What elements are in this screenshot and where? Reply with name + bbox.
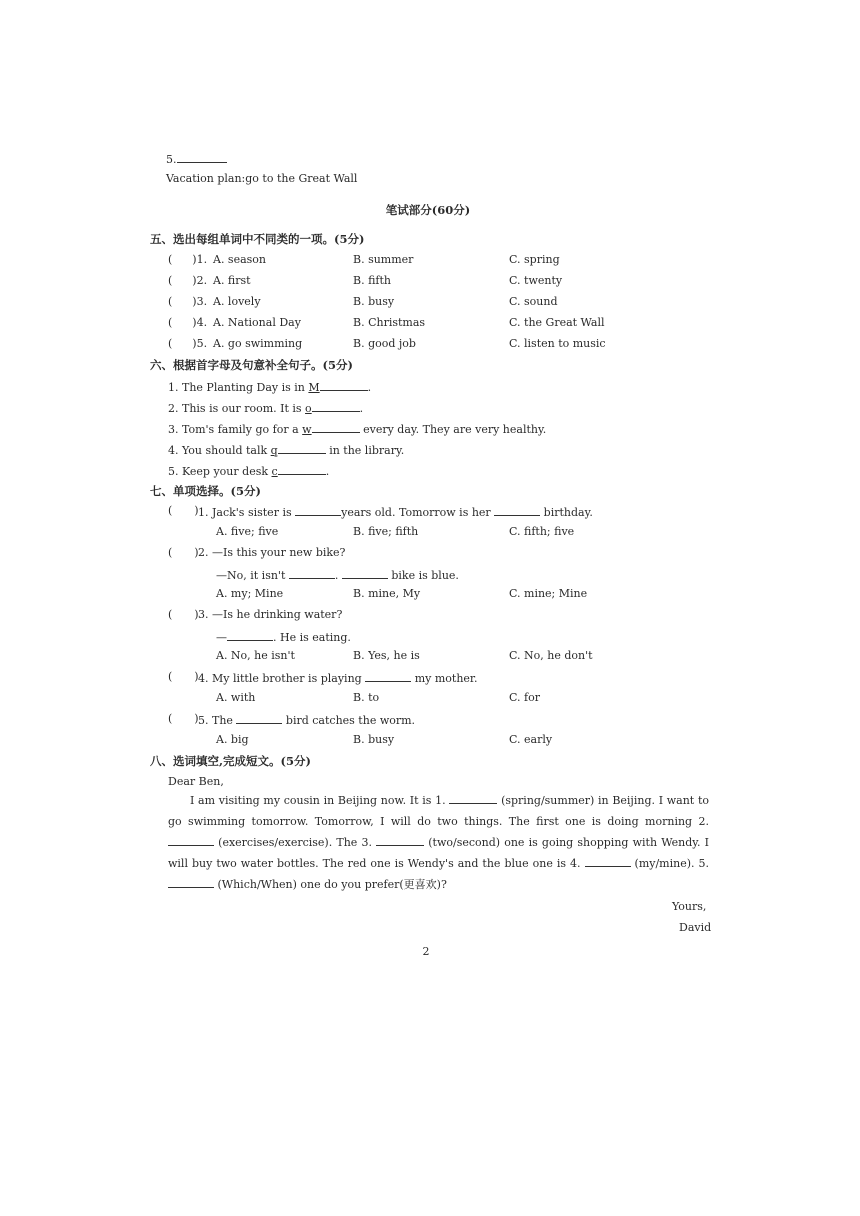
option-c: C. spring [509,253,560,266]
answer-blank[interactable] [449,792,497,804]
page-number: 2 [422,945,430,958]
option-b: B. fifth [353,274,391,287]
answer-blank[interactable] [168,876,214,888]
option-b: B. to [353,691,380,704]
answer-blank[interactable] [320,379,368,391]
answer-blank[interactable] [289,567,335,579]
section6-title: 六、根据首字母及句意补全句子。(5分) [150,358,353,372]
section5-title: 五、选出每组单词中不同类的一项。(5分) [150,232,365,246]
answer-blank[interactable] [278,442,326,454]
option-a: A. big [216,733,249,746]
section7-q3-line2: — . He is eating. [216,631,351,644]
option-a: A. my; Mine [216,587,284,600]
option-a: A. go swimming [213,337,303,350]
section7-q1: 1. Jack's sister is years old. Tomorrow is her birthday. [198,506,593,519]
option-b: B. summer [353,253,414,266]
option-c: C. twenty [509,274,563,287]
answer-blank[interactable] [585,855,631,867]
answer-blank[interactable] [278,463,326,475]
answer-blank[interactable] [342,567,388,579]
section6-item-2: 2. This is our room. It is o . [168,402,364,415]
option-b: B. busy [353,733,395,746]
answer-paren[interactable]: ( )2. [168,274,208,287]
answer-paren[interactable]: ( ) [168,608,199,621]
option-c: C. the Great Wall [509,316,605,329]
option-a: A. National Day [213,316,301,329]
section7-q3-line1: 3. —Is he drinking water? [198,608,343,621]
section7-title: 七、单项选择。(5分) [150,484,261,498]
option-a: A. No, he isn't [216,649,295,662]
letter-greeting: Dear Ben, [168,775,224,788]
written-part-header: 笔试部分(60分) [385,203,471,217]
item5-line [166,151,227,167]
section8-title: 八、选词填空,完成短文。(5分) [150,754,311,768]
option-a: A. with [216,691,256,704]
answer-blank[interactable] [365,670,411,682]
answer-paren[interactable]: ( )5. [168,337,208,350]
option-c: C. for [509,691,540,704]
option-b: B. Yes, he is [353,649,420,662]
option-a: A. five; five [216,525,279,538]
section6-item-5: 5. Keep your desk c . [168,465,330,478]
answer-paren[interactable]: ( ) [168,546,199,559]
answer-paren[interactable]: ( )3. [168,295,208,308]
option-c: C. mine; Mine [509,587,588,600]
answer-paren[interactable]: ( )1. [168,253,208,266]
answer-blank[interactable] [376,834,424,846]
section7-q5: 5. The bird catches the worm. [198,714,416,727]
option-b: B. five; fifth [353,525,419,538]
section7-q2-line1: 2. —Is this your new bike? [198,546,346,559]
answer-paren[interactable]: ( ) [168,712,199,725]
answer-blank[interactable] [168,834,214,846]
option-c: C. listen to music [509,337,606,350]
answer-blank[interactable] [236,712,282,724]
section7-q2-line2: —No, it isn't . bike is blue. [216,569,459,582]
answer-blank[interactable] [494,504,540,516]
answer-blank[interactable] [295,504,341,516]
answer-paren[interactable]: ( )4. [168,316,208,329]
option-c: C. fifth; five [509,525,575,538]
option-b: B. Christmas [353,316,426,329]
section6-item-4: 4. You should talk q in the library. [168,444,405,457]
option-b: B. good job [353,337,416,350]
answer-paren[interactable]: ( ) [168,670,199,683]
option-b: B. mine, My [353,587,421,600]
answer-blank[interactable] [177,151,227,163]
item5-number: 5. [166,153,177,166]
answer-blank[interactable] [227,629,273,641]
answer-paren[interactable]: ( ) [168,504,199,517]
option-c: C. early [509,733,553,746]
option-a: A. season [213,253,267,266]
section6-item-3: 3. Tom's family go for a w every day. They are very healthy. [168,423,547,436]
section7-q4: 4. My little brother is playing my mother. [198,672,478,685]
option-a: A. lovely [213,295,261,308]
letter-signature: David [679,921,712,934]
answer-blank[interactable] [312,400,360,412]
letter-closing: Yours, [672,900,707,913]
vacation-plan: Vacation plan:go to the Great Wall [166,172,358,185]
option-c: C. No, he don't [509,649,593,662]
letter-body: I am visiting my cousin in Beijing now. It is 1. (spring/summer) in Beijing. I want to go swimming tomorrow. Tomorrow, I will do two things. The first one is doing morning 2. (exercises/exercise). The 3. (two/second) one is going shopping with Wendy. I will buy two water bottles. The red one is Wendy's and the blue one is 4. (my/mine). 5. (Which/When) one do you prefer(更喜欢)? [168,794,710,891]
option-c: C. sound [509,295,558,308]
section6-item-1: 1. The Planting Day is in M . [168,381,372,394]
option-b: B. busy [353,295,395,308]
option-a: A. first [213,274,251,287]
answer-blank[interactable] [312,421,360,433]
